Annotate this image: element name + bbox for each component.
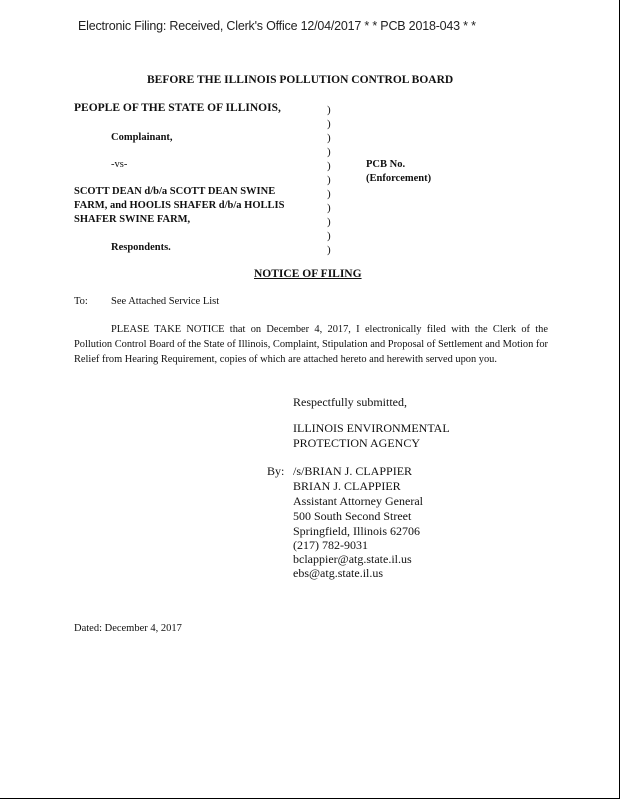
caption-paren: ) [327, 104, 331, 116]
caption-paren: ) [327, 132, 331, 144]
signer-name: BRIAN J. CLAPPIER [293, 479, 401, 493]
electronic-signature: /s/BRIAN J. CLAPPIER [293, 464, 413, 478]
filing-stamp: Electronic Filing: Received, Clerk's Office 12/04/2017 * * PCB 2018-043 * * [78, 19, 476, 33]
caption-paren: ) [327, 244, 331, 256]
to-label: To: [74, 296, 88, 307]
defendants-line-3: SHAFER SWINE FARM, [74, 214, 191, 225]
defendants-line-2: FARM, and HOOLIS SHAFER d/b/a HOLLIS [74, 200, 285, 211]
court-title: BEFORE THE ILLINOIS POLLUTION CONTROL BOARD [147, 74, 454, 86]
caption-paren: ) [327, 188, 331, 200]
to-value: See Attached Service List [111, 296, 220, 307]
caption-paren: ) [327, 230, 331, 242]
caption-paren: ) [327, 146, 331, 158]
email-address-1: bclappier@atg.state.il.us [293, 552, 412, 566]
respectfully-submitted: Respectfully submitted, [293, 395, 407, 409]
notice-body-text: PLEASE TAKE NOTICE that on December 4, 2017, I electronically filed with the Clerk of the Pollution Control Board of the State of Illinois, Complaint, Stipulation and Proposal of Settlement and Motion for Relief from Hearing Requirement, copies of which are attached hereto and herewith served upon you. [74, 324, 548, 365]
agency-name-line-2: PROTECTION AGENCY [293, 436, 421, 450]
dated-line: Dated: December 4, 2017 [74, 623, 182, 634]
caption-paren: ) [327, 202, 331, 214]
defendants-line-1: SCOTT DEAN d/b/a SCOTT DEAN SWINE [74, 186, 276, 197]
versus-label: -vs- [111, 159, 128, 170]
enforcement-label: (Enforcement) [366, 173, 432, 184]
caption-paren: ) [327, 160, 331, 172]
caption-paren: ) [327, 216, 331, 228]
city-state-zip: Springfield, Illinois 62706 [293, 524, 420, 538]
street-address: 500 South Second Street [293, 509, 412, 523]
caption-paren: ) [327, 118, 331, 130]
complainant-label: Complainant, [111, 132, 173, 143]
agency-name-line-1: ILLINOIS ENVIRONMENTAL [293, 421, 450, 435]
respondents-label: Respondents. [111, 242, 171, 253]
phone-number: (217) 782-9031 [293, 538, 368, 552]
notice-heading: NOTICE OF FILING [254, 268, 362, 280]
plaintiff-name: PEOPLE OF THE STATE OF ILLINOIS, [74, 102, 281, 114]
caption-paren: ) [327, 174, 331, 186]
email-address-2: ebs@atg.state.il.us [293, 566, 384, 580]
pcb-number-label: PCB No. [366, 159, 406, 170]
notice-body [74, 322, 548, 367]
signer-title: Assistant Attorney General [293, 494, 423, 508]
by-label: By: [267, 464, 285, 478]
